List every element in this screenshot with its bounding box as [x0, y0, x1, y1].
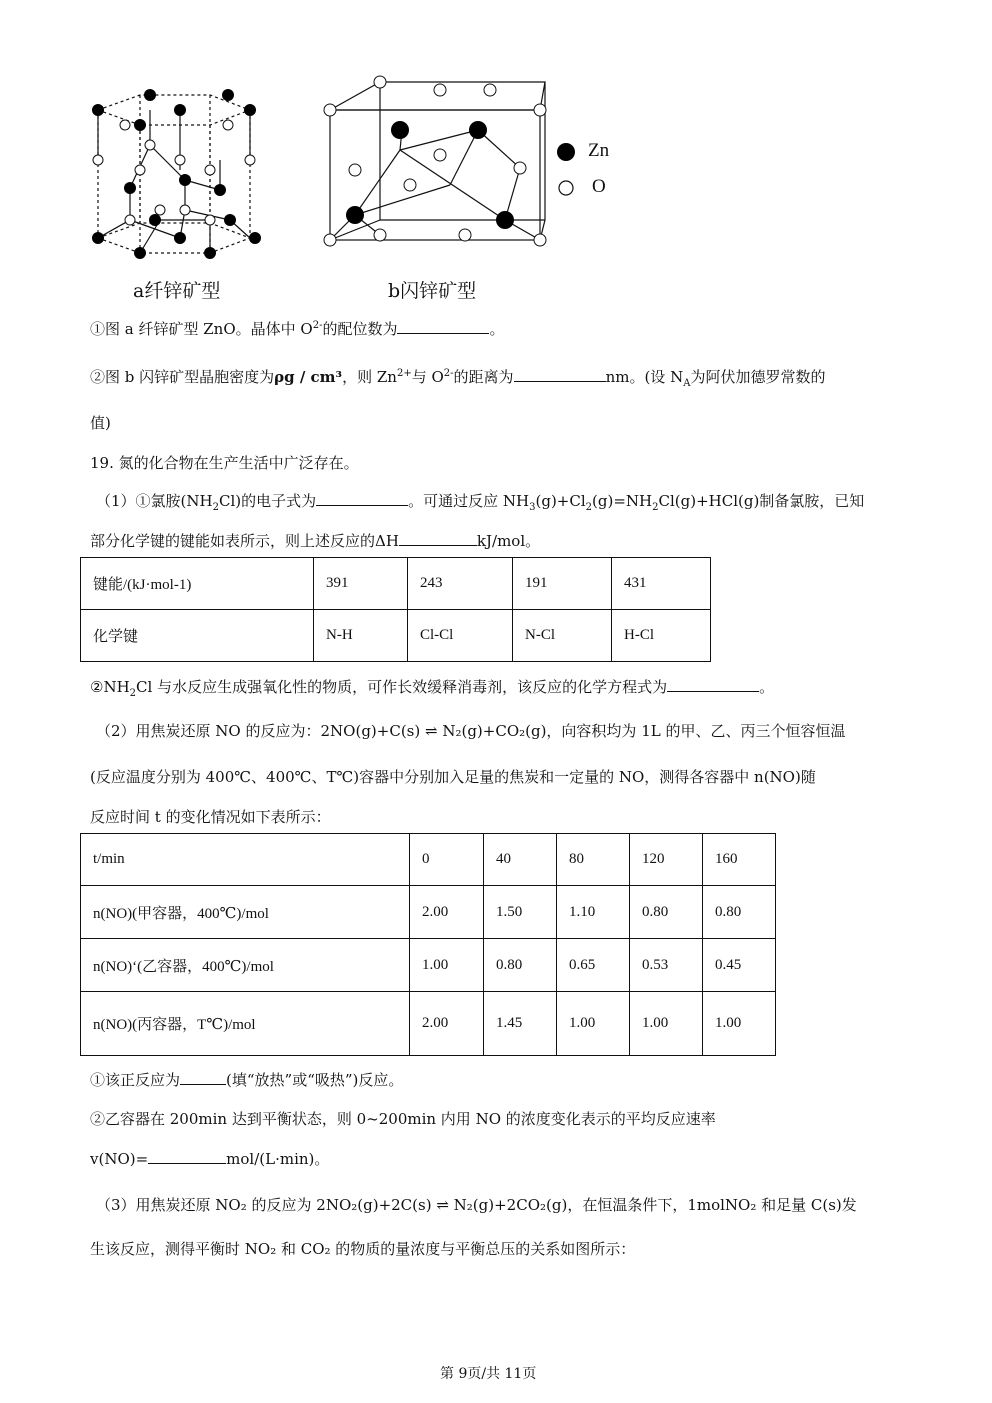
answer-blank[interactable] [399, 531, 477, 546]
table-cell: n(NO)(甲容器，400℃)/mol [81, 886, 410, 939]
o-legend-marker [557, 179, 575, 197]
table-cell: 431 [612, 558, 711, 610]
table-cell: 191 [513, 558, 612, 610]
q19-s2-q2-line2: v(NO)= mol/(L·min)。 [90, 1150, 330, 1168]
table-cell: 80 [557, 834, 630, 886]
q18-part2-cont: 值) [90, 414, 111, 432]
q19-s1-line1: （1）①氯胺$(NH_2Cl)$的电子式为 。可通过反应 $NH_3(g)+Cl_2(g)=NH_2Cl(g)+HCl(g)$制备氯胺，已知 [96, 492, 865, 513]
table-cell: 1.00 [557, 992, 630, 1056]
zn-legend-marker [555, 141, 577, 163]
answer-blank[interactable] [148, 1149, 226, 1164]
answer-blank[interactable] [514, 367, 606, 382]
table-cell: 0.80 [703, 886, 776, 939]
table-row [81, 610, 711, 662]
q19-s2-q1: ①该正反应为 (填“放热”或“吸热”)反应。 [90, 1071, 404, 1089]
caption-b: b闪锌矿型 [388, 280, 477, 302]
table-cell: 2.00 [410, 886, 484, 939]
table-row [81, 558, 711, 610]
table-cell: n(NO)‘(乙容器，400℃)/mol [81, 939, 410, 992]
q19-s3-line2: 生该反应，测得平衡时 NO₂ 和 CO₂ 的物质的量浓度与平衡总压的关系如图所示： [90, 1240, 636, 1258]
wurtzite-structure [98, 95, 250, 253]
table-cell: 1.00 [630, 992, 703, 1056]
table-cell: t/min [81, 834, 410, 886]
page-footer: 第 9页/共 11页 [440, 1366, 537, 1382]
q19-title: 19. 氮的化合物在生产生活中广泛存在。 [90, 454, 359, 472]
wurtzite-o-atoms [93, 120, 255, 225]
table-cell: 1.45 [484, 992, 557, 1056]
q19-s2-q2-line1: ②乙容器在 200min 达到平衡状态，则 0~200min 内用 NO 的浓度变化表示的平均反应速率 [90, 1110, 716, 1128]
zincblende-zn-atoms [346, 121, 514, 229]
table-cell: 391 [314, 558, 408, 610]
caption-a: a纤锌矿型 [133, 280, 221, 302]
table-cell: 化学键 [81, 610, 314, 662]
o-legend-label: O [592, 176, 606, 197]
table-cell: n(NO)(丙容器，T℃)/mol [81, 992, 410, 1056]
bond-energy-table [80, 557, 711, 662]
table-cell: 0.65 [557, 939, 630, 992]
q19-s2-line3: 反应时间 t 的变化情况如下表所示： [90, 808, 331, 826]
table-cell: N-H [314, 610, 408, 662]
table-cell: 0.45 [703, 939, 776, 992]
table-cell: 0.53 [630, 939, 703, 992]
table-row [81, 939, 776, 992]
table-cell: 0.80 [484, 939, 557, 992]
table-cell: 120 [630, 834, 703, 886]
table-cell: 40 [484, 834, 557, 886]
q19-s1-line2: 部分化学键的键能如表所示，则上述反应的ΔH kJ/mol。 [90, 532, 541, 550]
table-cell: 0 [410, 834, 484, 886]
crystal-structure-figure [80, 70, 620, 270]
table-cell: 1.50 [484, 886, 557, 939]
q18-part1: ①图 a 纤锌矿型 ZnO。晶体中 $O^{2-}$的配位数为 。 [90, 320, 505, 338]
table-cell: 0.80 [630, 886, 703, 939]
zn-legend-label: Zn [588, 140, 610, 161]
table-row [81, 834, 776, 886]
answer-blank[interactable] [397, 319, 489, 334]
table-cell: H-Cl [612, 610, 711, 662]
answer-blank[interactable] [316, 491, 408, 506]
table-cell: 243 [408, 558, 513, 610]
q18-part2: ②图 b 闪锌矿型晶胞密度为ρg / cm³，则 $Zn^{2+}$与 $O^{2-}$的距离为 nm。(设 $N_A$为阿伏加德罗常数的 [90, 368, 826, 389]
answer-blank[interactable] [667, 677, 759, 692]
answer-blank[interactable] [180, 1070, 226, 1085]
table-cell: 1.00 [410, 939, 484, 992]
q19-s3-line1: （3）用焦炭还原 NO₂ 的反应为 2NO₂(g)+2C(s) ⇌ N₂(g)+2CO₂(g)，在恒温条件下，1molNO₂ 和足量 C(s)发 [96, 1196, 857, 1214]
table-cell: 1.00 [703, 992, 776, 1056]
table-cell: 键能/(kJ·mol-1) [81, 558, 314, 610]
wurtzite-zn-atoms [92, 89, 261, 259]
table-cell: 2.00 [410, 992, 484, 1056]
table-cell: N-Cl [513, 610, 612, 662]
table-cell: 1.10 [557, 886, 630, 939]
q19-s2-line1: （2）用焦炭还原 NO 的反应为：2NO(g)+C(s) ⇌ N₂(g)+CO₂(g)，向容积均为 1L 的甲、乙、丙三个恒容恒温 [96, 722, 846, 740]
q19-s2-line2: (反应温度分别为 400℃、400℃、T℃)容器中分别加入足量的焦炭和一定量的 NO，测得各容器中 n(NO)随 [90, 768, 816, 786]
table-row [81, 992, 776, 1056]
table-cell: Cl-Cl [408, 610, 513, 662]
no-amount-table [80, 833, 776, 1056]
table-row [81, 886, 776, 939]
table-cell: 160 [703, 834, 776, 886]
q19-s1-part2: $②NH_2Cl$ 与水反应生成强氧化性的物质，可作长效缓释消毒剂，该反应的化学方程式为 。 [90, 678, 775, 699]
